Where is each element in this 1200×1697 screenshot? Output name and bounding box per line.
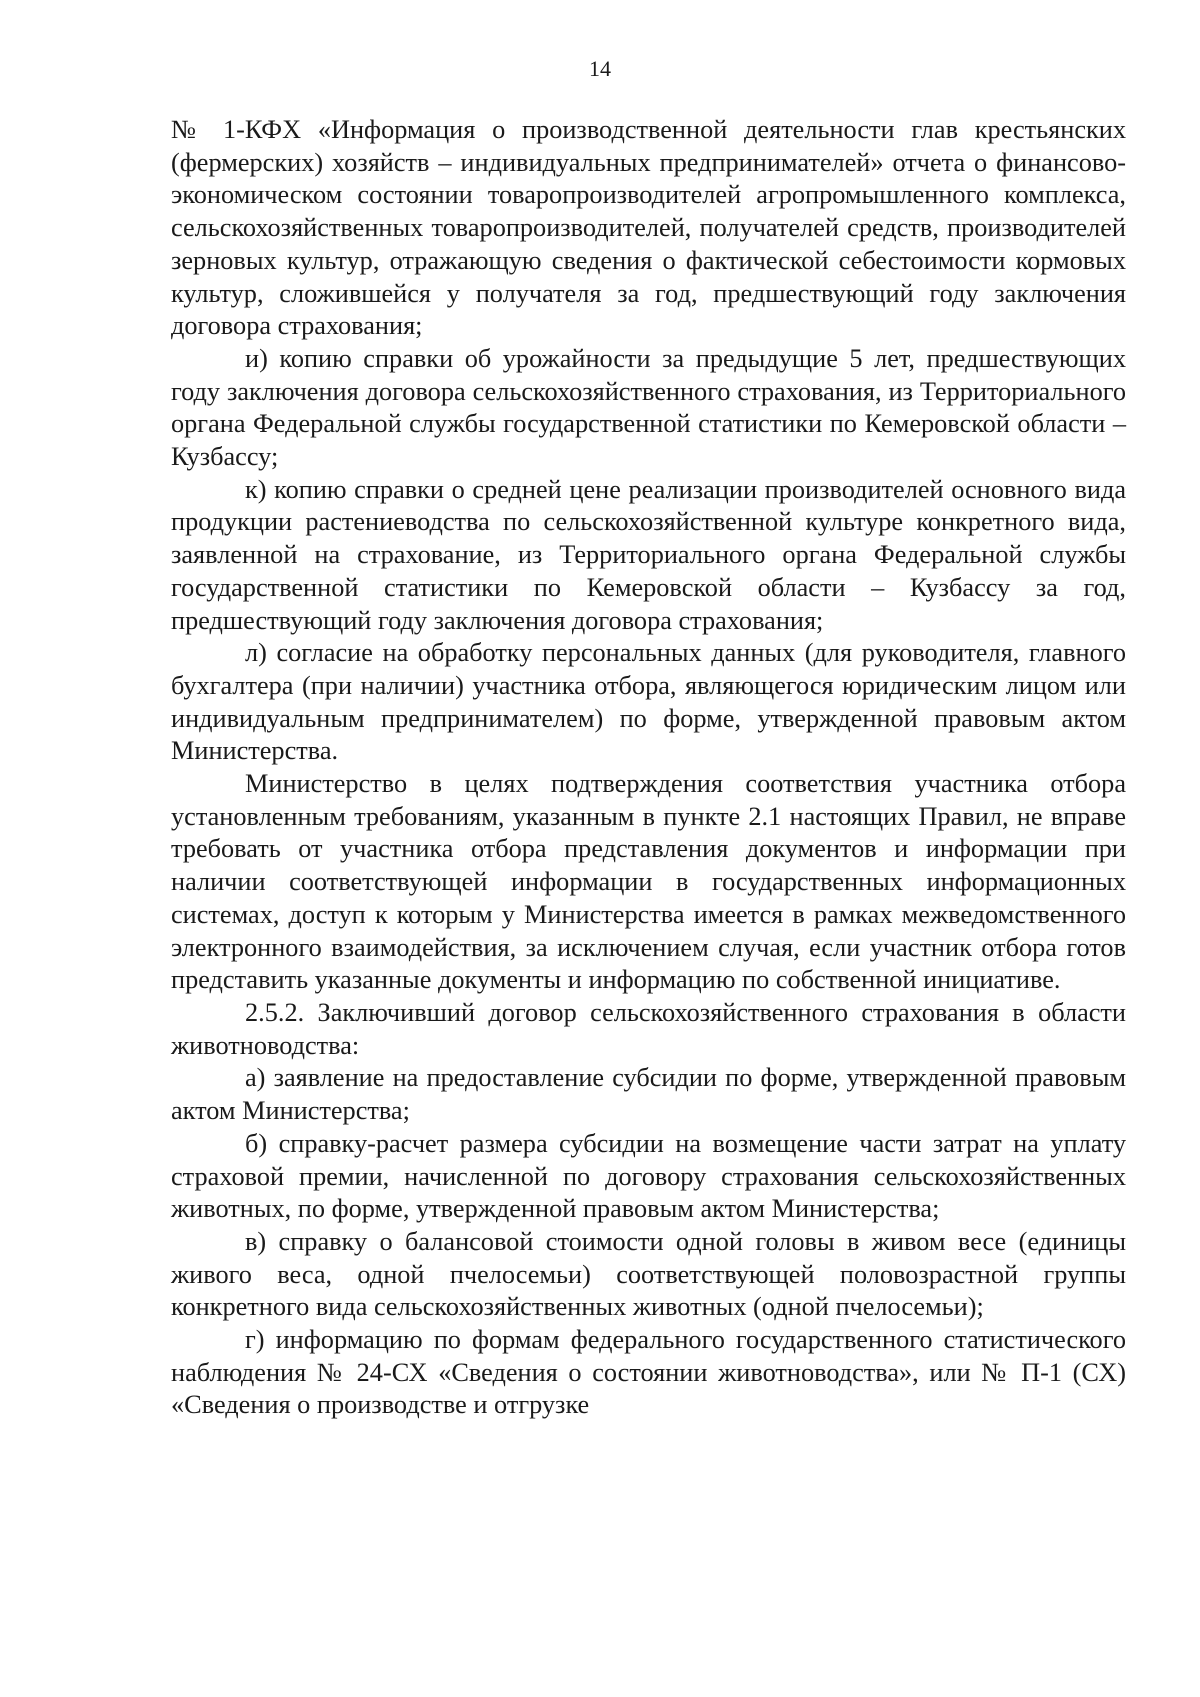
paragraph-item-g: г) информацию по формам федерального государственного статистического наблюдения № 24-СХ «Сведения о состоянии животноводства», или № П-1 (СХ) «Сведения о производстве и отгрузке (171, 1325, 1126, 1420)
document-body (171, 114, 1126, 1422)
paragraph-item-v: в) справку о балансовой стоимости одной головы в живом весе (единицы живого веса, одной пчелосемьи) соответствующей половозрастной группы конкретного вида сельскохозяйственных животных (одной пчелосемьи); (171, 1226, 1126, 1322)
paragraph-item-i: и) копию справки об урожайности за предыдущие 5 лет, предшествующих году заключения договора сельскохозяйственного страхования, из Территориального органа Федеральной службы государственной статистики по Кемеровской области – Кузбассу; (171, 343, 1126, 472)
page-number: 14 (589, 56, 611, 81)
paragraph-ministry-note: Министерство в целях подтверждения соответствия участника отбора установленным требованиям, указанным в пункте 2.1 настоящих Правил, не вправе требовать от участника отбора представления документов и информации при наличии соответствующей информации в государственных информационных системах, доступ к которым у Министерства имеется в рамках межведомственного электронного взаимодействия, за исключением случая, если участник отбора готов представить указанные документы и информацию по собственной инициативе. (171, 769, 1126, 995)
paragraph-item-k: к) копию справки о средней цене реализации производителей основного вида продукции растениеводства по сельскохозяйственной культуре конкретного вида, заявленной на страхование, из Территориального органа Федеральной службы государственной статистики по Кемеровской области – Кузбассу за год, предшествующий году заключения договора страхования; (171, 474, 1126, 635)
paragraph-kfh-report: № 1-КФХ «Информация о производственной деятельности глав крестьянских (фермерских) хозяйств – индивидуальных предпринимателей» отчета о финансово-экономическом состоянии товаропроизводителей агропромышленного комплекса, сельскохозяйственных товаропроизводителей, получателей средств, производителей зерновых культур, отражающую сведения о фактической себестоимости кормовых культур, сложившейся у получателя за год, предшествующий году заключения договора страхования; (171, 115, 1126, 341)
paragraph-clause-2-5-2: 2.5.2. Заключивший договор сельскохозяйственного страхования в области животноводства: (171, 997, 1126, 1060)
paragraph-item-a: а) заявление на предоставление субсидии по форме, утвержденной правовым актом Министерства; (171, 1063, 1126, 1126)
paragraph-item-b: б) справку-расчет размера субсидии на возмещение части затрат на уплату страховой премии, начисленной по договору страхования сельскохозяйственных животных, по форме, утвержденной правовым актом Министерства; (171, 1128, 1126, 1224)
paragraph-item-l: л) согласие на обработку персональных данных (для руководителя, главного бухгалтера (при наличии) участника отбора, являющегося юридическим лицом или индивидуальным предпринимателем) по форме, утвержденной правовым актом Министерства. (171, 638, 1126, 766)
